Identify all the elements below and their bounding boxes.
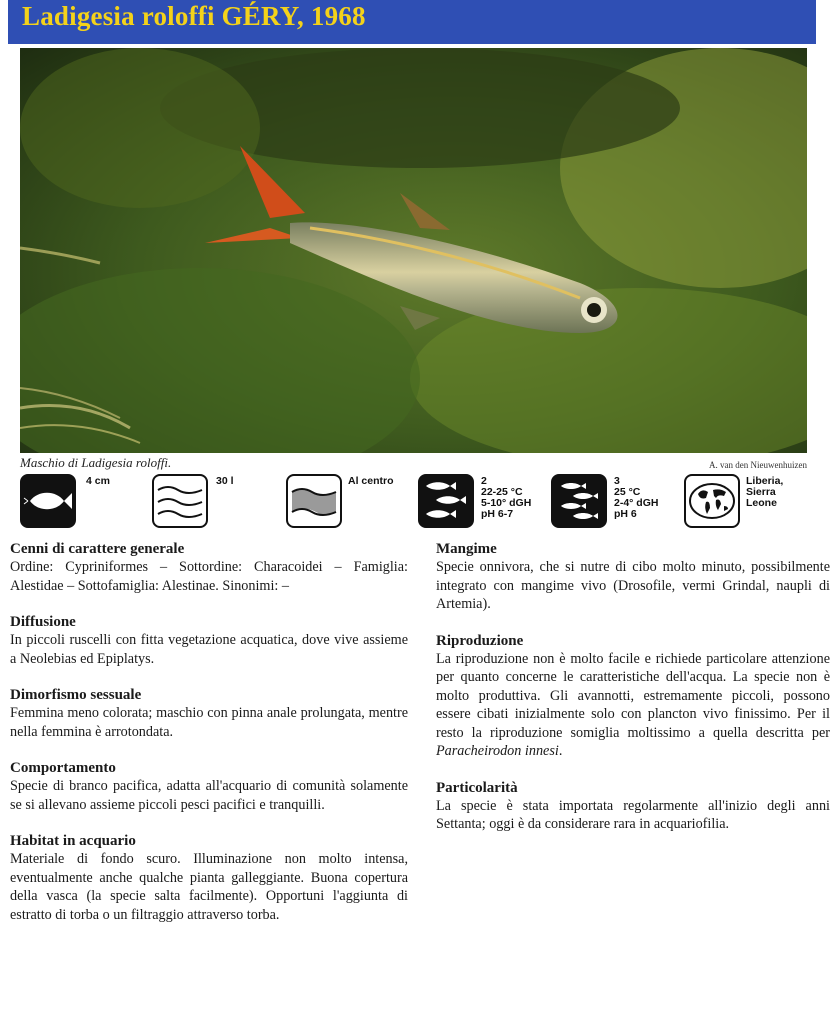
section-text: Femmina meno colorata; maschio con pinna anale prolungata, mentre nella femmina è arrotondata. bbox=[10, 705, 408, 740]
swim-zone-icon bbox=[286, 474, 342, 528]
section-text: In piccoli ruscelli con fitta vegetazione acquatica, dove vive assieme a Neolebias ed Epiplatys. bbox=[10, 632, 408, 667]
keeping-temp: 22-25 °C bbox=[481, 486, 523, 498]
section-text: Specie di branco pacifica, adatta all'acquario di comunità solamente se si allevano assieme piccoli pesci pacifici e tranquilli. bbox=[10, 778, 408, 813]
section-text: La specie è stata importata regolarmente all'inizio degli anni Settanta; oggi è da considerare rara in acquariofilia. bbox=[436, 797, 830, 832]
section-title: Diffusione bbox=[10, 614, 76, 630]
breeding-params bbox=[614, 476, 658, 520]
left-column bbox=[10, 540, 408, 942]
section-particolarita bbox=[436, 779, 830, 834]
water-volume-icon bbox=[152, 474, 208, 528]
section-cenni bbox=[10, 540, 408, 595]
section-text: Specie onnivora, che si nutre di cibo molto minuto, possibilmente integrato con mangime vivo (Drosofile, vermi Grindal, naupli di Artemia). bbox=[436, 559, 830, 612]
photo-credit: A. van den Nieuwenhuizen bbox=[709, 460, 807, 470]
riproduzione-end: . bbox=[558, 743, 563, 759]
section-comportamento bbox=[10, 759, 408, 814]
origin-label bbox=[746, 476, 783, 509]
keeping-hardness: 5-10° dGH bbox=[481, 497, 532, 509]
breeding-icon bbox=[551, 474, 607, 528]
origin-line1: Liberia, bbox=[746, 475, 784, 487]
size-label: 4 cm bbox=[86, 475, 110, 487]
fish-size-icon bbox=[20, 474, 76, 528]
section-riproduzione bbox=[436, 632, 830, 761]
school-icon bbox=[418, 474, 474, 528]
origin-line3: Leone bbox=[746, 497, 777, 509]
breeding-ph: pH 6 bbox=[614, 508, 637, 520]
page-title: Ladigesia roloffi GÉRY, 1968 bbox=[22, 1, 366, 31]
section-text bbox=[436, 650, 830, 761]
section-title: Cenni di carattere generale bbox=[10, 541, 185, 557]
section-mangime bbox=[436, 540, 830, 614]
riproduzione-text: La riproduzione non è molto facile e richiede particolare attenzione per quanto concerne le caratteristiche dell'acqua. La specie non è molto produttiva. Gli avannotti, estremamente piccoli, possono essere cibati inizialmente solo con plancton vivo finissimo. Per il resto la riproduzione somiglia moltissimo a quella descritta per bbox=[436, 650, 830, 741]
keeping-count: 2 bbox=[481, 475, 487, 487]
breeding-hardness: 2-4° dGH bbox=[614, 497, 659, 509]
title-bar bbox=[8, 0, 816, 44]
right-column bbox=[436, 540, 830, 852]
section-dimorfismo bbox=[10, 686, 408, 741]
breeding-count: 3 bbox=[614, 475, 620, 487]
icon-row bbox=[0, 474, 837, 534]
globe-icon bbox=[684, 474, 740, 528]
section-title: Particolarità bbox=[436, 779, 518, 796]
section-text: Materiale di fondo scuro. Illuminazione non molto intensa, eventualmente anche qualche pianta galleggiante. Buona copertura della vasca (la specie salta facilmente). Opportuni l'aggiunta di estratto di torba o un filtraggio attraverso torba. bbox=[10, 851, 408, 923]
keeping-ph: pH 6-7 bbox=[481, 508, 514, 520]
origin-line2: Sierra bbox=[746, 486, 776, 498]
fish-photo bbox=[20, 48, 807, 453]
riproduzione-species: Paracheirodon innesi bbox=[436, 743, 559, 759]
swim-zone-label: Al centro bbox=[348, 475, 394, 487]
keeping-params bbox=[481, 476, 531, 520]
section-diffusione bbox=[10, 613, 408, 668]
section-habitat bbox=[10, 832, 408, 924]
section-title: Mangime bbox=[436, 541, 497, 557]
section-title: Riproduzione bbox=[436, 632, 524, 649]
breeding-temp: 25 °C bbox=[614, 486, 641, 498]
section-title: Comportamento bbox=[10, 760, 116, 776]
volume-label: 30 l bbox=[216, 475, 234, 487]
photo-caption: Maschio di Ladigesia roloffi. bbox=[20, 455, 172, 470]
section-text: Ordine: Cypriniformes – Sottordine: Characoidei – Famiglia: Alestidae – Sottofamiglia: Alestinae. Sinonimi: – bbox=[10, 559, 408, 594]
section-title: Habitat in acquario bbox=[10, 833, 136, 849]
section-title: Dimorfismo sessuale bbox=[10, 687, 142, 703]
